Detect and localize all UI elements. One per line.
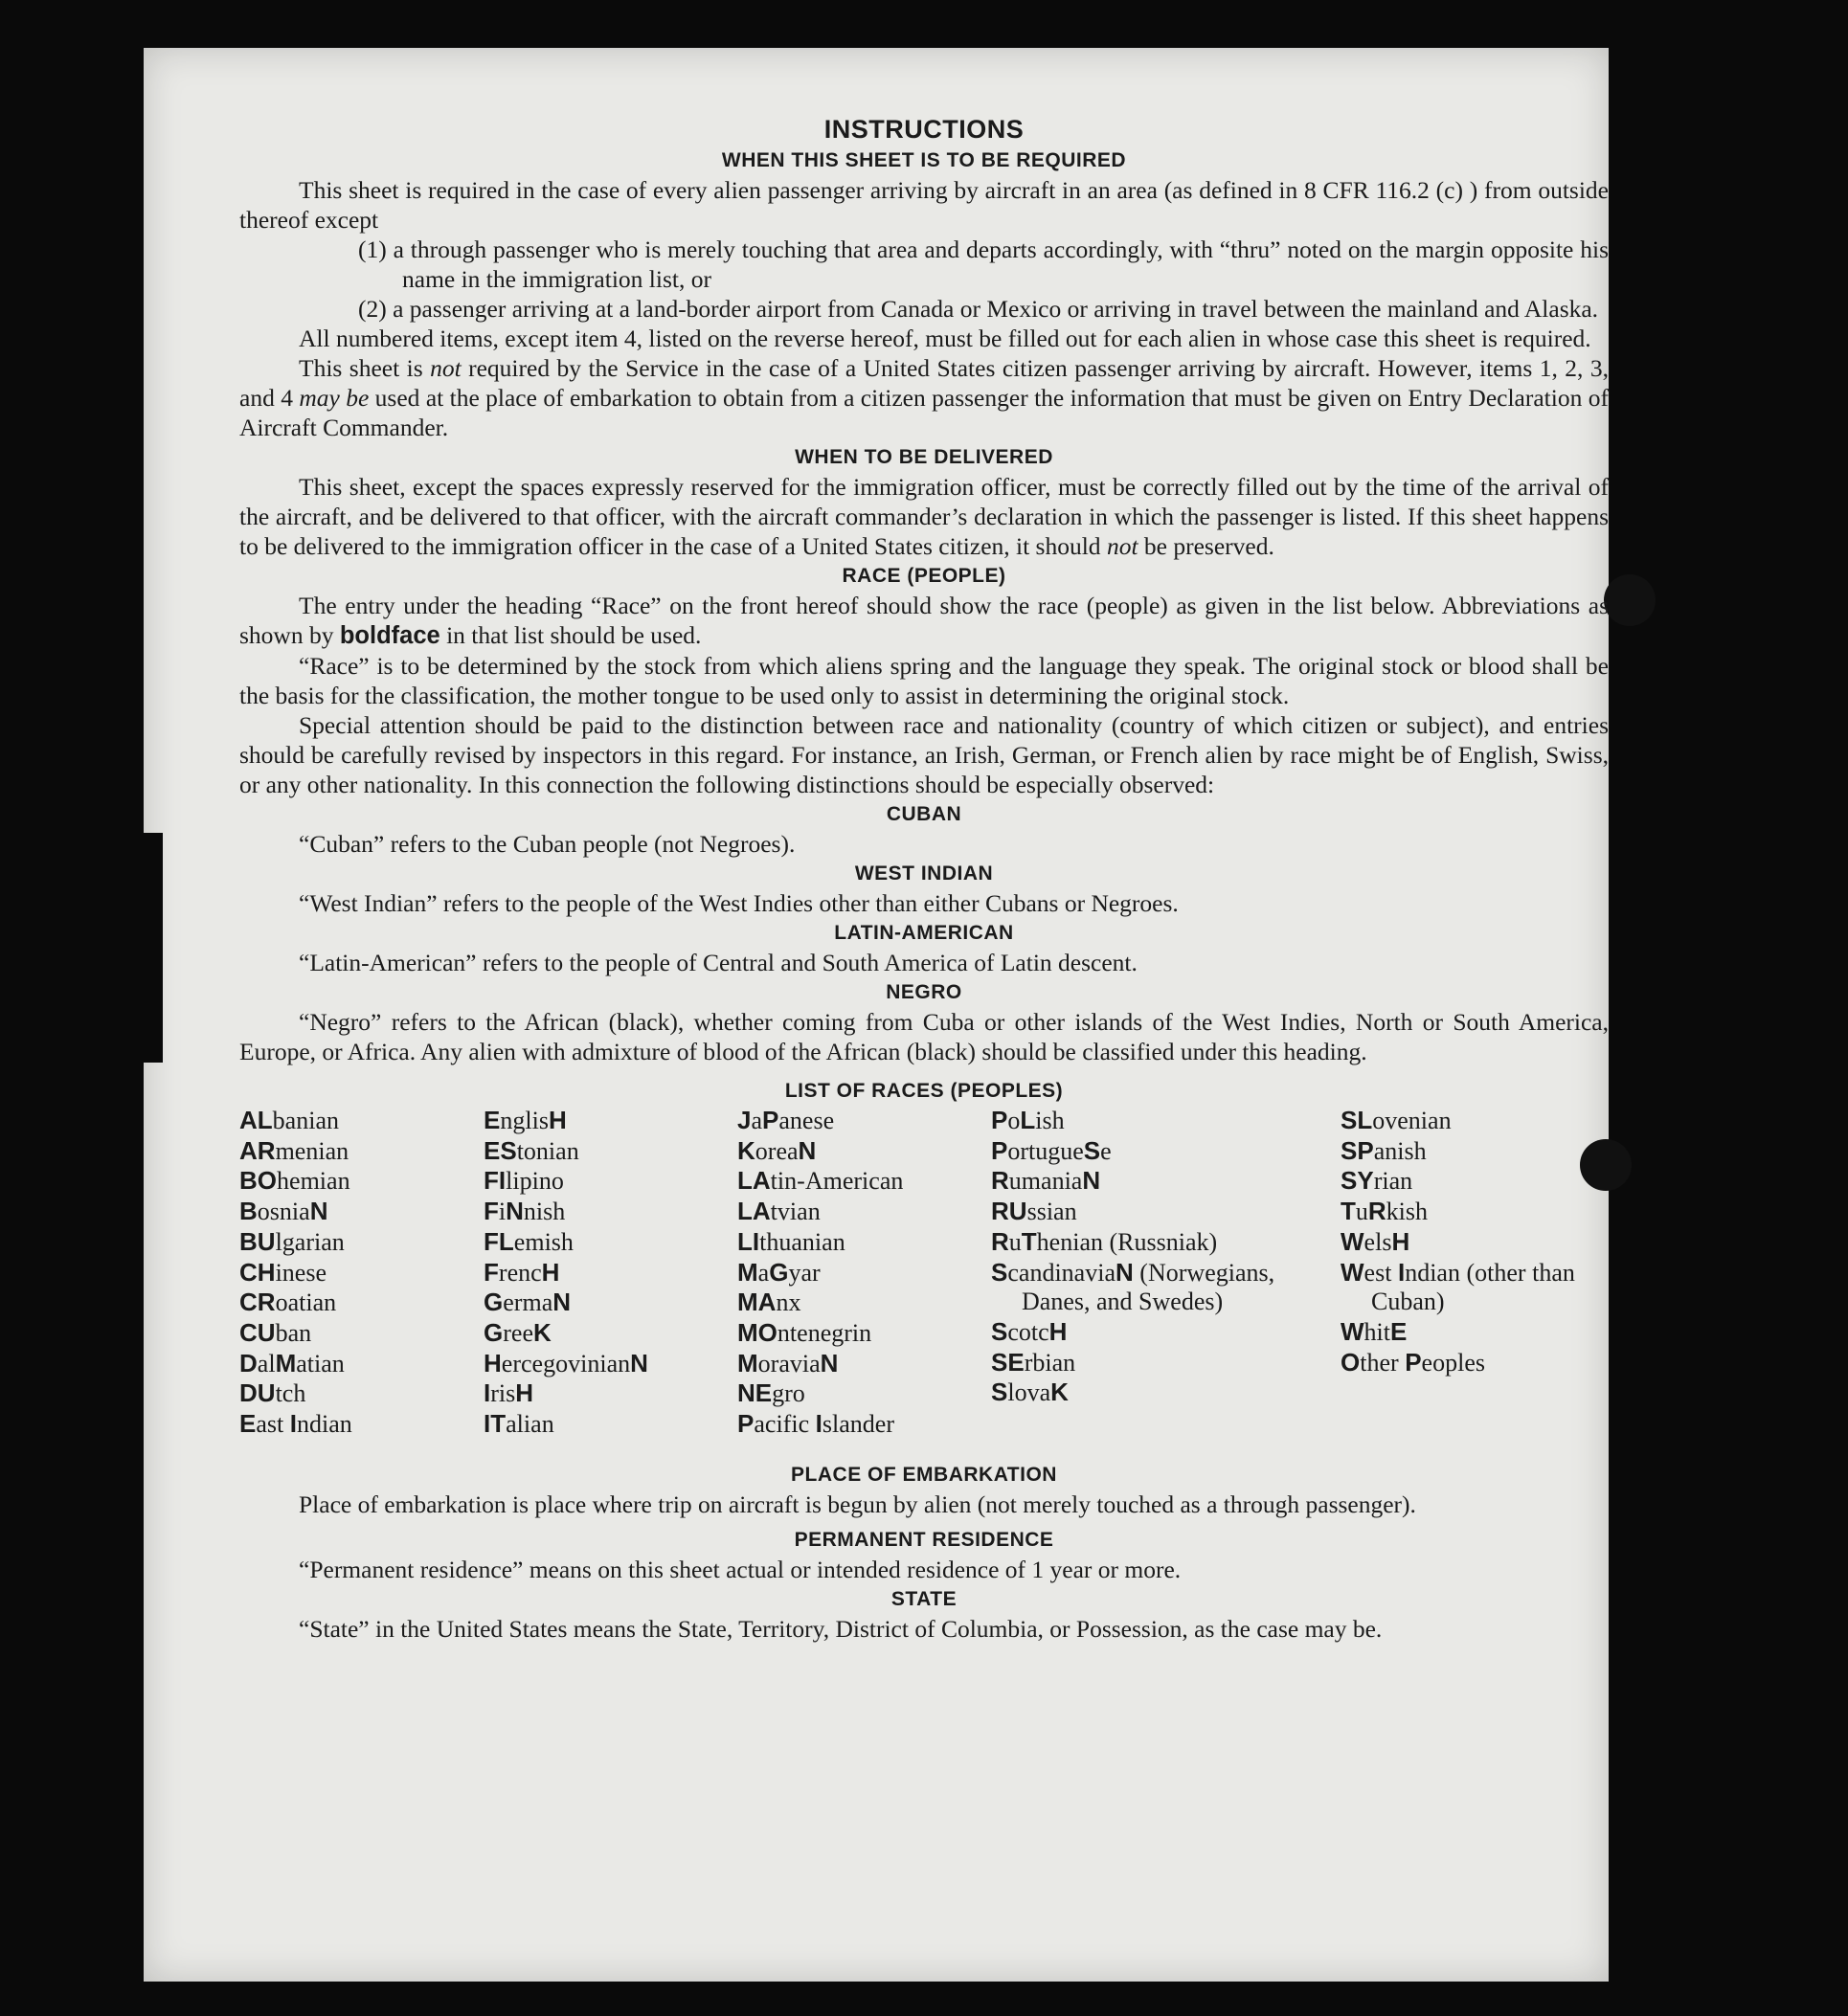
race-entry: NEgro: [737, 1378, 805, 1408]
section-heading: WEST INDIAN: [854, 862, 994, 885]
page-title: INSTRUCTIONS: [823, 115, 1025, 144]
race-column: [484, 1106, 723, 1440]
section-heading: PLACE OF EMBARKATION: [791, 1464, 1057, 1486]
paragraph: “State” in the United States means the State, Territory, District of Columbia, or Possession, as the case may be.: [299, 1615, 1383, 1643]
section-heading: LIST OF RACES (PEOPLES): [784, 1080, 1064, 1102]
race-entry: BUlgarian: [239, 1226, 345, 1256]
race-entry: RUssian: [991, 1197, 1077, 1226]
section-heading: STATE: [890, 1588, 958, 1610]
section-heading: LATIN-AMERICAN: [834, 922, 1014, 944]
race-entry: MOntenegrin: [737, 1317, 872, 1347]
race-entry: WhitE: [1341, 1316, 1408, 1346]
sheet-edge-shadow: [134, 833, 163, 1063]
paragraph: Special attention should be paid to the distinction between race and nationality (country of which citizen or subject), and entries should be carefully revised by inspectors in this regard. For instance, an Irish, German, or French alien by race might be of English, Swiss, or any other nationality. In this connection the following distinctions should be especially observed:: [239, 711, 1609, 798]
race-entry: CRoatian: [239, 1288, 337, 1317]
race-column: [737, 1106, 981, 1440]
race-entry: RuThenian (Russniak): [991, 1226, 1218, 1256]
paragraph: All numbered items, except item 4, listed on the reverse hereof, must be filled out for each alien in whose case this sheet is required.: [299, 325, 1591, 352]
race-entry: MoraviaN: [737, 1348, 839, 1378]
race-entry: GreeK: [484, 1317, 552, 1347]
paragraph: Place of embarkation is place where trip on aircraft is begun by alien (not merely touched as a through passenger).: [299, 1490, 1416, 1518]
section-heading: NEGRO: [886, 981, 962, 1003]
race-entry: FLemish: [484, 1226, 574, 1256]
race-entry: FiNnish: [484, 1197, 566, 1226]
race-column: [991, 1106, 1288, 1408]
list-item: (2) a passenger arriving at a land-border airport from Canada or Mexico or arriving in travel between the mainland and Alaska.: [358, 295, 1599, 323]
section-heading: RACE (PEOPLE): [842, 565, 1006, 587]
race-entry: WelsH: [1341, 1226, 1410, 1256]
race-entry: BosniaN: [239, 1197, 328, 1226]
section-heading: WHEN THIS SHEET IS TO BE REQUIRED: [721, 149, 1127, 171]
paragraph: “West Indian” refers to the people of the West Indies other than either Cubans or Negroes.: [299, 889, 1179, 917]
paragraph: “Negro” refers to the African (black), whether coming from Cuba or other islands of the West Indies, North or South America, Europe, or Africa. Any alien with admixture of blood of the African (black) should be classified under this heading.: [239, 1008, 1609, 1065]
race-entry: GermaN: [484, 1288, 572, 1317]
paragraph: “Latin-American” refers to the people of Central and South America of Latin descent.: [299, 949, 1138, 976]
race-entry: SPanish: [1341, 1135, 1427, 1165]
race-entry: FrencH: [484, 1257, 560, 1287]
paragraph: This sheet is required in the case of every alien passenger arriving by aircraft in an area (as defined in 8 CFR 116.2 (c) ) from outside thereof except: [239, 176, 1609, 234]
race-entry: ITalian: [484, 1409, 554, 1439]
race-column: [239, 1106, 469, 1440]
paragraph: The entry under the heading “Race” on the front hereof should show the race (people) as given in the list below. Abbreviations as shown by boldface in that list should be used.: [239, 592, 1609, 649]
race-entry: DalMatian: [239, 1348, 345, 1378]
race-entry: LAtvian: [737, 1197, 821, 1226]
punch-hole: [1604, 574, 1656, 626]
race-entry: MAnx: [737, 1288, 801, 1317]
race-entry: East Indian: [239, 1409, 352, 1439]
race-entry: SErbian: [991, 1347, 1076, 1377]
race-entry: EStonian: [484, 1135, 579, 1165]
race-entry: Pacific Islander: [737, 1409, 894, 1439]
race-entry: SLovenian: [1341, 1106, 1452, 1134]
race-entry: HercegovinianN: [484, 1348, 648, 1378]
section-heading: CUBAN: [886, 803, 962, 825]
race-entry: Other Peoples: [1341, 1347, 1485, 1377]
race-entry: BOhemian: [239, 1166, 350, 1196]
race-entry: IrisH: [484, 1378, 534, 1408]
race-entry: JaPanese: [737, 1106, 835, 1134]
section-heading: WHEN TO BE DELIVERED: [795, 446, 1053, 468]
race-entry: West Indian (other than Cuban): [1341, 1257, 1575, 1316]
race-entry: CHinese: [239, 1257, 327, 1287]
race-entry: LIthuanian: [737, 1226, 845, 1256]
paragraph: This sheet, except the spaces expressly reserved for the immigration officer, must be correctly filled out by the time of the arrival of the aircraft, and be delivered to that officer, with the aircraft commander’s declaration in which the passenger is listed. If this sheet happens to be delivered to the immigration officer in the case of a United States citizen, it should not be preserved.: [239, 473, 1609, 560]
race-list: [239, 1106, 1609, 1460]
race-entry: FIlipino: [484, 1166, 564, 1196]
list-item: (1) a through passenger who is merely touching that area and departs accordingly, with “thru” noted on the margin opposite his name in the immigration list, or: [358, 235, 1609, 293]
paragraph: “Race” is to be determined by the stock from which aliens spring and the language they speak. The original stock or blood shall be the basis for the classification, the mother tongue to be used only to assist in determining the original stock.: [239, 652, 1609, 709]
race-entry: ALbanian: [239, 1106, 339, 1134]
document-sheet: [144, 48, 1609, 1982]
race-entry: KoreaN: [737, 1135, 817, 1165]
instructions-content: [239, 113, 1609, 1644]
race-entry: PoLish: [991, 1106, 1065, 1134]
race-entry: ScotcH: [991, 1316, 1068, 1346]
section-heading: PERMANENT RESIDENCE: [794, 1529, 1054, 1551]
paragraph: This sheet is not required by the Service in the case of a United States citizen passenger arriving by aircraft. However, items 1, 2, 3, and 4 may be used at the place of embarkation to obtain from a citizen passenger the information that must be given on Entry Declaration of Aircraft Commander.: [239, 354, 1609, 441]
race-entry: EnglisH: [484, 1106, 567, 1134]
race-entry: LAtin-American: [737, 1166, 904, 1196]
race-entry: ARmenian: [239, 1135, 349, 1165]
race-entry: ScandinaviaN (Norwegians, Danes, and Swedes): [991, 1257, 1275, 1316]
paragraph: “Cuban” refers to the Cuban people (not Negroes).: [299, 830, 796, 858]
race-entry: RumaniaN: [991, 1166, 1101, 1196]
race-entry: MaGyar: [737, 1257, 821, 1287]
race-entry: DUtch: [239, 1378, 306, 1408]
race-column: [1341, 1106, 1609, 1378]
race-entry: SlovaK: [991, 1378, 1069, 1407]
race-entry: SYrian: [1341, 1166, 1413, 1196]
race-entry: CUban: [239, 1317, 312, 1347]
race-entry: TuRkish: [1341, 1197, 1429, 1226]
race-entry: PortugueSe: [991, 1135, 1112, 1165]
paragraph: “Permanent residence” means on this sheet actual or intended residence of 1 year or more.: [299, 1556, 1182, 1583]
